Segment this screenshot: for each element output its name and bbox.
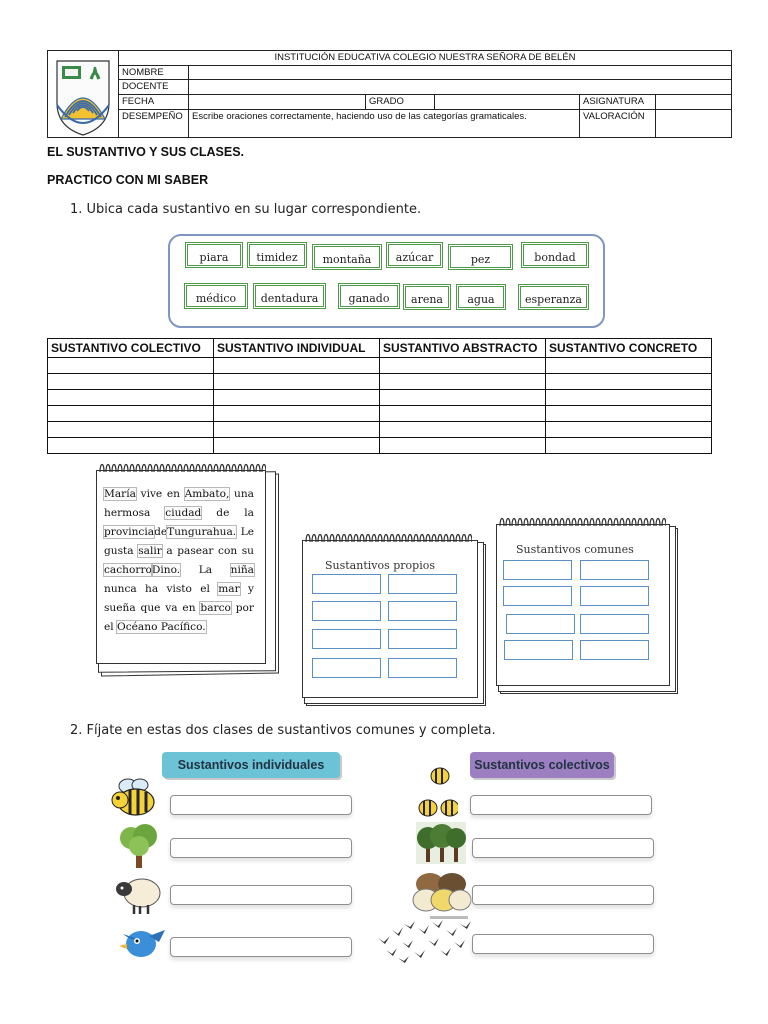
answer-slot[interactable]	[503, 560, 572, 580]
answer-cell[interactable]	[380, 406, 546, 422]
table-row	[48, 374, 712, 390]
column-header: SUSTANTIVO INDIVIDUAL	[214, 339, 380, 358]
tab-sustantivos-colectivos: Sustantivos colectivos	[470, 752, 614, 778]
word-chip[interactable]: médico	[184, 283, 248, 309]
answer-slot[interactable]	[506, 614, 575, 634]
answer-cell[interactable]	[214, 374, 380, 390]
bee-icon	[108, 776, 160, 820]
answer-cell[interactable]	[48, 390, 214, 406]
answer-cell[interactable]	[380, 438, 546, 454]
tree-icon	[115, 822, 163, 868]
label-fecha: FECHA	[119, 95, 189, 110]
answer-slot[interactable]	[388, 629, 457, 649]
answer-cell[interactable]	[214, 438, 380, 454]
story-word: Le gusta	[104, 526, 254, 557]
school-logo	[51, 53, 115, 137]
exercise1-instruction: 1. Ubica cada sustantivo en su lugar correspondiente.	[70, 202, 422, 217]
label-nombre: NOMBRE	[119, 65, 189, 80]
answer-slot[interactable]	[580, 640, 649, 660]
forest-icon	[416, 822, 466, 864]
story-word[interactable]: salir	[138, 545, 162, 557]
table-row	[48, 422, 712, 438]
sheep-icon	[112, 873, 162, 915]
word-chip[interactable]: bondad	[521, 242, 589, 268]
field-valoracion[interactable]	[656, 109, 732, 137]
word-chip[interactable]: esperanza	[518, 284, 589, 310]
answer-cell[interactable]	[546, 358, 712, 374]
story-word[interactable]: Océano Pacífico.	[117, 621, 206, 633]
individual-answer-4[interactable]	[170, 937, 352, 957]
word-chip[interactable]: ganado	[338, 283, 400, 309]
answer-cell[interactable]	[214, 358, 380, 374]
table-row	[48, 358, 712, 374]
answer-cell[interactable]	[48, 358, 214, 374]
word-chip[interactable]: arena	[403, 284, 451, 310]
label-valoracion: VALORACIÓN	[580, 109, 656, 137]
answer-cell[interactable]	[546, 374, 712, 390]
column-header: SUSTANTIVO COLECTIVO	[48, 339, 214, 358]
story-word: vive en	[140, 488, 180, 500]
individual-answer-1[interactable]	[170, 795, 352, 815]
answer-cell[interactable]	[546, 422, 712, 438]
label-grado: GRADO	[366, 95, 435, 110]
story-text	[104, 485, 254, 637]
word-chip[interactable]: piara	[185, 242, 243, 268]
answer-cell[interactable]	[48, 406, 214, 422]
classification-table	[47, 338, 712, 454]
collective-answer-2[interactable]	[472, 838, 654, 858]
institution-name: INSTITUCIÓN EDUCATIVA COLEGIO NUESTRA SEÑORA DE BELÉN	[119, 51, 732, 66]
answer-slot[interactable]	[388, 658, 457, 678]
word-chip[interactable]: pez	[448, 244, 513, 270]
story-word: nunca ha visto el	[104, 583, 210, 595]
header-table	[47, 50, 732, 138]
table-row	[48, 406, 712, 422]
story-word[interactable]: Ambato,	[184, 488, 230, 500]
answer-cell[interactable]	[214, 390, 380, 406]
story-word[interactable]: provincia	[104, 526, 155, 538]
story-word[interactable]: Tungurahua.	[167, 526, 237, 538]
answer-cell[interactable]	[380, 422, 546, 438]
label-desempeno: DESEMPEÑO	[119, 109, 189, 137]
story-word[interactable]: niña	[230, 564, 254, 576]
column-header: SUSTANTIVO CONCRETO	[546, 339, 712, 358]
story-word[interactable]: María	[104, 488, 136, 500]
table-row	[48, 390, 712, 406]
exercise2-instruction: 2. Fíjate en estas dos clases de sustantivos comunes y completa.	[70, 723, 496, 738]
story-word[interactable]: cachorro	[104, 564, 152, 576]
notebook-propios	[302, 538, 484, 706]
story-word[interactable]: barco	[200, 602, 231, 614]
story-word: una hermosa	[104, 488, 254, 519]
answer-slot[interactable]	[388, 601, 457, 621]
tab-sustantivos-individuales: Sustantivos individuales	[162, 752, 340, 778]
answer-cell[interactable]	[380, 358, 546, 374]
word-chip[interactable]: azúcar	[386, 242, 443, 268]
field-grado[interactable]	[435, 95, 580, 110]
label-docente: DOCENTE	[119, 80, 189, 95]
spiral-rings	[496, 514, 666, 528]
individual-answer-2[interactable]	[170, 838, 352, 858]
collective-answer-3[interactable]	[472, 885, 654, 905]
answer-slot[interactable]	[312, 658, 381, 678]
label-asignatura: ASIGNATURA	[580, 95, 656, 110]
story-word: de la	[216, 507, 254, 519]
spiral-rings	[302, 530, 472, 544]
word-chip[interactable]: dentadura	[253, 283, 326, 309]
bird-icon	[115, 922, 167, 962]
answer-slot[interactable]	[504, 640, 573, 660]
answer-slot[interactable]	[388, 574, 457, 594]
answer-cell[interactable]	[214, 422, 380, 438]
notebook-propios-title: Sustantivos propios	[325, 559, 435, 572]
field-docente[interactable]	[189, 80, 732, 95]
birds-flock-icon	[374, 920, 474, 966]
word-chip[interactable]: montaña	[312, 244, 382, 270]
flock-icon	[410, 868, 472, 920]
section-subtitle: PRACTICO CON MI SABER	[47, 173, 209, 187]
answer-cell[interactable]	[48, 374, 214, 390]
answer-slot[interactable]	[580, 614, 649, 634]
answer-slot[interactable]	[580, 586, 649, 606]
collective-answer-4[interactable]	[472, 934, 654, 954]
table-row	[48, 438, 712, 454]
story-word: y sueña que va en	[104, 583, 255, 614]
answer-cell[interactable]	[48, 438, 214, 454]
answer-cell[interactable]	[380, 374, 546, 390]
answer-cell[interactable]	[48, 422, 214, 438]
story-word: de	[154, 526, 168, 538]
story-word[interactable]: Dino.	[151, 564, 181, 576]
word-chip[interactable]: timidez	[247, 242, 307, 268]
column-header: SUSTANTIVO ABSTRACTO	[380, 339, 546, 358]
answer-slot[interactable]	[312, 629, 381, 649]
bees-icon	[414, 764, 458, 824]
story-word[interactable]: mar	[218, 583, 240, 595]
word-bank	[168, 234, 605, 328]
answer-cell[interactable]	[380, 390, 546, 406]
story-word: su	[241, 545, 254, 557]
word-chip[interactable]: agua	[456, 284, 506, 310]
answer-slot[interactable]	[312, 601, 381, 621]
story-word: por el	[104, 602, 254, 633]
field-fecha[interactable]	[189, 95, 366, 110]
individual-answer-3[interactable]	[170, 885, 352, 905]
answer-cell[interactable]	[546, 438, 712, 454]
school-logo-cell	[48, 51, 119, 138]
field-asignatura[interactable]	[656, 95, 732, 110]
spiral-rings	[96, 460, 266, 474]
story-word: La	[198, 564, 213, 576]
answer-slot[interactable]	[580, 560, 649, 580]
collective-answer-1[interactable]	[470, 795, 652, 815]
answer-cell[interactable]	[546, 406, 712, 422]
notebook-comunes	[496, 522, 676, 694]
answer-cell[interactable]	[214, 406, 380, 422]
story-word[interactable]: ciudad	[165, 507, 202, 519]
desempeno-text: Escribe oraciones correctamente, haciendo uso de las categorías gramaticales.	[189, 109, 580, 137]
notebook-comunes-title: Sustantivos comunes	[516, 543, 634, 556]
story-word: a pasear con	[166, 545, 238, 557]
answer-cell[interactable]	[546, 390, 712, 406]
answer-slot[interactable]	[503, 586, 572, 606]
page-title: EL SUSTANTIVO Y SUS CLASES.	[47, 145, 245, 159]
field-nombre[interactable]	[189, 65, 732, 80]
answer-slot[interactable]	[312, 574, 381, 594]
